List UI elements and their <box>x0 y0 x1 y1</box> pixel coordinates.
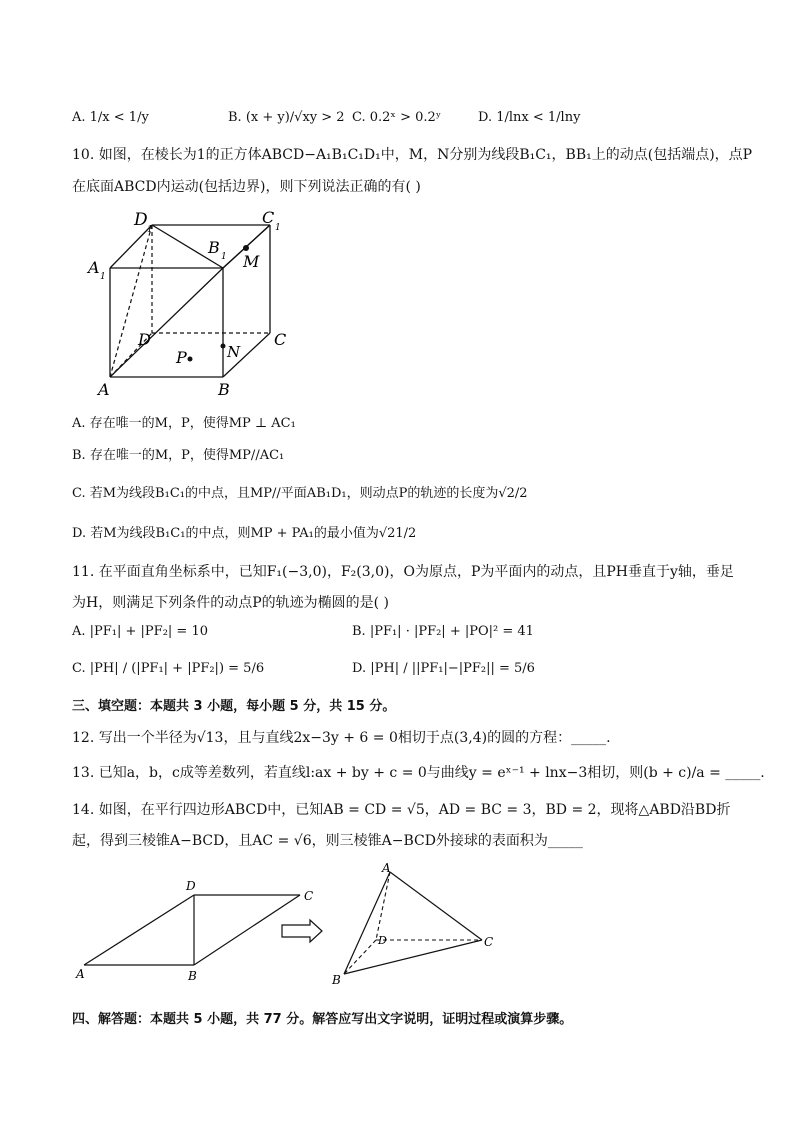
label-c1: C <box>262 208 275 227</box>
q9-option-d: D. 1/lnx < 1/lny <box>478 110 581 125</box>
para-label-c: C <box>304 889 314 903</box>
point-n <box>221 344 226 349</box>
label-d: D <box>138 330 151 349</box>
q10-option-c: C. 若M为线段B₁C₁的中点，且MP//平面AB₁D₁，则动点P的轨迹的长度为√2/2 <box>72 486 528 501</box>
q9-option-a: A. 1/x < 1/y <box>72 110 149 125</box>
section-4-heading: 四、解答题：本题共 5 小题，共 77 分。解答应写出文字说明，证明过程或演算步骤。 <box>72 1012 573 1027</box>
label-p: P <box>176 348 187 367</box>
q13-text: 13. 已知a，b，c成等差数列，若直线l:ax + by + c = 0与曲线y = eˣ⁻¹ + lnx−3相切，则(b + c)/a = _____. <box>72 765 765 781</box>
para-label-b: B <box>188 969 197 983</box>
tetra-label-a: A <box>382 862 391 875</box>
tetra-label-d: D <box>378 934 387 947</box>
q11-stem-line1: 11. 在平面直角坐标系中，已知F₁(−3,0)，F₂(3,0)，O为原点，P为平面内的动点，且PH垂直于y轴，垂足 <box>72 564 734 580</box>
q11-option-c: C. |PH| / (|PF₁| + |PF₂|) = 5/6 <box>72 661 265 676</box>
label-n: N <box>227 343 241 361</box>
section-3-heading: 三、填空题：本题共 3 小题，每小题 5 分，共 15 分。 <box>72 699 396 714</box>
tetra-label-c: C <box>484 935 494 949</box>
q10-option-b: B. 存在唯一的M，P，使得MP//AC₁ <box>72 448 285 463</box>
point-m <box>243 245 249 251</box>
q14-stem-line2: 起，得到三棱锥A−BCD，且AC = √6，则三棱锥A−BCD外接球的表面积为_____ <box>72 833 583 849</box>
cube-figure <box>80 205 300 400</box>
label-m: M <box>243 252 260 271</box>
q12-text: 12. 写出一个半径为√13，且与直线2x−3y + 6 = 0相切于点(3,4)的圆的方程：_____. <box>72 730 611 746</box>
para-label-a: A <box>76 967 85 981</box>
q11-stem-line2: 为H，则满足下列条件的动点P的轨迹为椭圆的是( ) <box>72 595 390 611</box>
q11-option-b: B. |PF₁| · |PF₂| + |PO|² = 41 <box>352 624 534 639</box>
label-a1-sub: 1 <box>100 272 106 282</box>
label-b1-sub: 1 <box>221 252 227 262</box>
point-p <box>188 357 193 362</box>
q10-stem-line2: 在底面ABCD内运动(包括边界)，则下列说法正确的有( ) <box>72 179 421 195</box>
fold-figure <box>70 862 510 992</box>
label-c: C <box>274 330 287 349</box>
label-b: B <box>218 380 230 399</box>
q10-stem-line1: 10. 如图，在棱长为1的正方体ABCD−A₁B₁C₁D₁中，M，N分别为线段B₁C₁，BB₁上的动点(包括端点)，点P <box>72 147 753 163</box>
tetra-label-b: B <box>332 973 341 987</box>
label-b1: B <box>208 238 220 257</box>
q9-option-b: B. (x + y)/√xy > 2 <box>228 110 345 125</box>
q11-option-a: A. |PF₁| + |PF₂| = 10 <box>72 624 208 639</box>
label-c1-sub: 1 <box>275 223 281 233</box>
para-label-d: D <box>186 879 196 893</box>
label-a: A <box>98 380 110 399</box>
q9-option-c: C. 0.2ˣ > 0.2ʸ <box>352 110 442 125</box>
q10-option-d: D. 若M为线段B₁C₁的中点，则MP + PA₁的最小值为√21/2 <box>72 526 417 541</box>
label-d1: D <box>134 210 148 230</box>
label-a1: A <box>88 258 100 277</box>
q11-option-d: D. |PH| / ||PF₁|−|PF₂|| = 5/6 <box>352 661 535 676</box>
q10-option-a: A. 存在唯一的M，P，使得MP ⊥ AC₁ <box>72 416 296 431</box>
label-d1-sub: 1 <box>147 225 153 235</box>
q14-stem-line1: 14. 如图，在平行四边形ABCD中，已知AB = CD = √5，AD = BC = 3，BD = 2，现将△ABD沿BD折 <box>72 802 731 818</box>
